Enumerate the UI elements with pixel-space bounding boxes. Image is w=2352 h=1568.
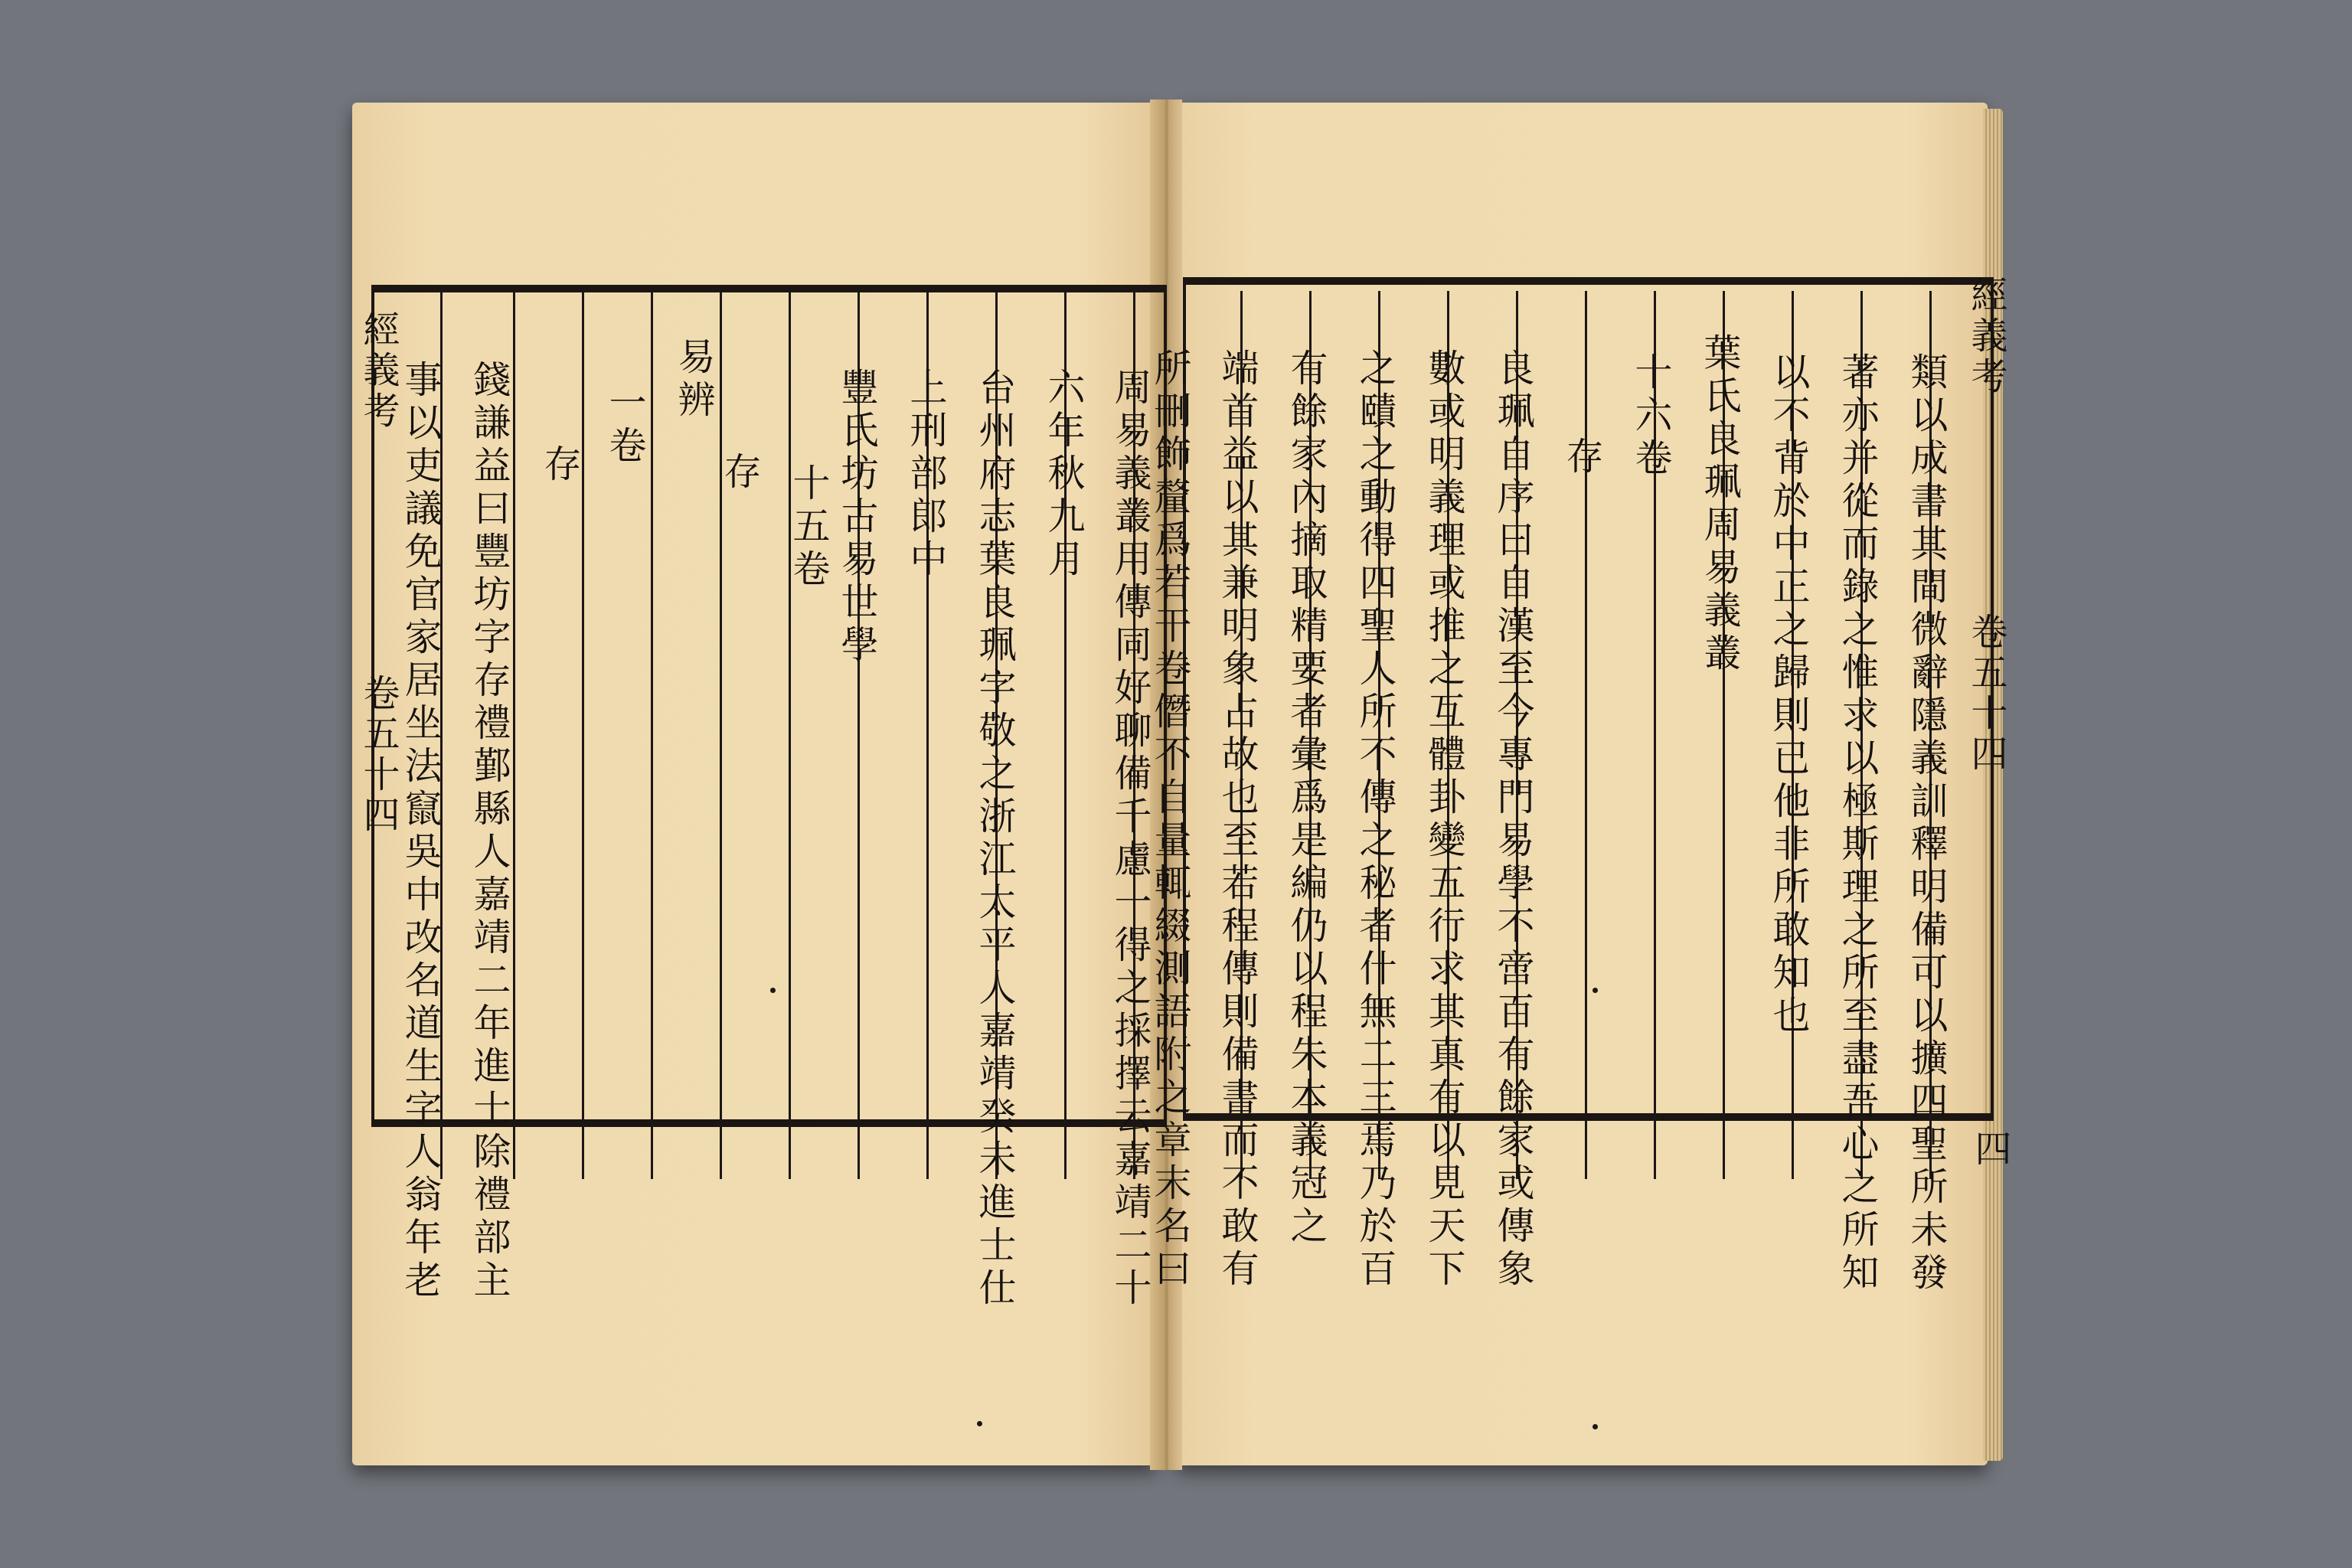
- text-column: 以不背於中正之歸則已他非所敢知也: [1767, 352, 1811, 1038]
- text-column: 易辨: [672, 337, 716, 423]
- text-column: 六年秋九月: [1042, 368, 1086, 582]
- print-mark: [770, 988, 776, 993]
- text-column: 數或明義理或推之互體卦變五行求其真有以見天下: [1423, 348, 1466, 1292]
- text-column: 豐氏坊古易世學: [835, 368, 879, 668]
- print-mark: [1592, 988, 1598, 993]
- text-column: 所刪飾釐爲若干卷僭不自量輒綴測語附之章末名曰: [1148, 348, 1192, 1292]
- text-column: 存: [538, 444, 582, 487]
- text-column: 之賾之動得四聖人所不傳之秘者什無二三焉乃於百: [1354, 348, 1397, 1292]
- column-rule: [651, 291, 653, 1179]
- print-mark: [1592, 1424, 1598, 1429]
- text-column: 錢謙益曰豐坊字存禮鄞縣人嘉靖二年進士除禮部主: [468, 360, 511, 1303]
- text-column: 一卷: [603, 383, 647, 469]
- column-rule: [1585, 291, 1587, 1179]
- column-rule: [582, 291, 584, 1179]
- print-mark: [977, 1421, 982, 1426]
- column-rule: [789, 291, 791, 1179]
- text-column: 存: [718, 452, 762, 495]
- right-margin-title: 經義考: [1965, 276, 2007, 397]
- text-column: 存: [1560, 436, 1604, 479]
- right-margin-volume: 卷五十四: [1965, 612, 2007, 775]
- text-column: 台州府志葉良珮字敬之浙江太平人嘉靖癸未進士仕: [973, 368, 1017, 1311]
- text-column: 著亦并從而錄之惟求以極斯理之所至盡吾心之所知: [1836, 352, 1880, 1295]
- text-column: 十六卷: [1629, 352, 1673, 481]
- text-column: 周易義叢用傳同好聊備千慮一得之採擇云嘉靖二十: [1109, 368, 1152, 1311]
- column-rule: [720, 291, 722, 1179]
- text-column: 事以吏議免官家居坐法竄吳中改名道生字人翁年老: [399, 360, 443, 1303]
- text-column: 葉氏良珮周易義叢: [1698, 333, 1742, 676]
- page-number: 四: [1968, 1129, 2011, 1170]
- text-column: 端首益以其兼明象占故也至若程傳則備書而不敢有: [1216, 348, 1259, 1292]
- column-rule: [513, 291, 515, 1179]
- text-column: 類以成書其間微辭隱義訓釋明備可以擴四聖所未發: [1905, 352, 1949, 1295]
- text-column: 十五卷: [787, 463, 831, 592]
- text-column: 良珮自序曰自漢至今專門易學不啻百有餘家或傳象: [1491, 348, 1535, 1292]
- left-margin-volume: 卷五十四: [357, 674, 400, 836]
- text-column: 上刑部郎中: [904, 368, 948, 582]
- text-column: 有餘家內摘取精要者彙爲是編仍以程朱本義冠之: [1285, 348, 1328, 1249]
- left-margin-title: 經義考: [357, 310, 400, 432]
